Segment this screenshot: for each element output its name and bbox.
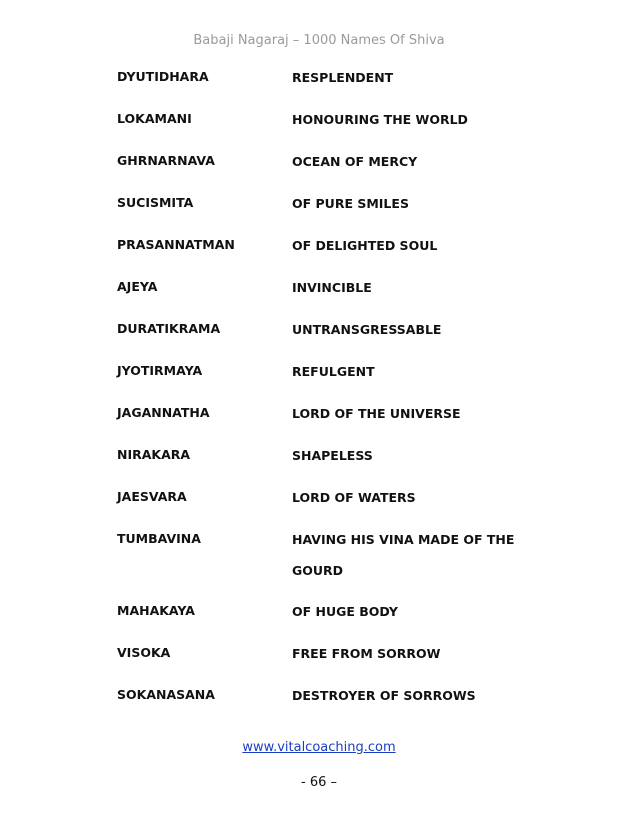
name-meaning: RESPLENDENT <box>292 70 394 85</box>
name-meaning: DESTROYER OF SORROWS <box>292 688 476 703</box>
name-meaning: OF DELIGHTED SOUL <box>292 238 438 253</box>
shiva-name: GHRNARNAVA <box>117 153 215 168</box>
shiva-name: LOKAMANI <box>117 111 192 126</box>
name-meaning: HAVING HIS VINA MADE OF THE GOURD <box>292 532 515 578</box>
list-item <box>117 403 547 445</box>
list-item <box>117 487 547 529</box>
name-meaning: REFULGENT <box>292 364 375 379</box>
shiva-name: SOKANASANA <box>117 687 215 702</box>
shiva-name: PRASANNATMAN <box>117 237 235 252</box>
name-meaning: OF HUGE BODY <box>292 604 398 619</box>
names-list <box>117 67 547 727</box>
name-meaning: INVINCIBLE <box>292 280 372 295</box>
name-meaning: SHAPELESS <box>292 448 373 463</box>
list-item <box>117 277 547 319</box>
shiva-name: TUMBAVINA <box>117 531 201 546</box>
list-item <box>117 685 547 727</box>
list-item <box>117 601 547 643</box>
list-item <box>117 67 547 109</box>
shiva-name: VISOKA <box>117 645 171 660</box>
name-meaning: LORD OF WATERS <box>292 490 416 505</box>
running-header: Babaji Nagaraj – 1000 Names Of Shiva <box>193 33 445 48</box>
shiva-name: MAHAKAYA <box>117 603 195 618</box>
shiva-name: DYUTIDHARA <box>117 69 209 84</box>
name-meaning: OCEAN OF MERCY <box>292 154 418 169</box>
list-item <box>117 643 547 685</box>
list-item <box>117 109 547 151</box>
list-item <box>117 193 547 235</box>
shiva-name: JAGANNATHA <box>117 405 210 420</box>
shiva-name: NIRAKARA <box>117 447 191 462</box>
page-number: - 66 – <box>301 775 337 790</box>
website-link[interactable]: www.vitalcoaching.com <box>242 740 396 755</box>
name-meaning: UNTRANSGRESSABLE <box>292 322 442 337</box>
list-item <box>117 319 547 361</box>
shiva-name: JYOTIRMAYA <box>117 363 203 378</box>
list-item <box>117 361 547 403</box>
list-item <box>117 235 547 277</box>
shiva-name: JAESVARA <box>117 489 187 504</box>
name-meaning: LORD OF THE UNIVERSE <box>292 406 461 421</box>
name-meaning: OF PURE SMILES <box>292 196 409 211</box>
shiva-name: AJEYA <box>117 279 158 294</box>
list-item <box>117 151 547 193</box>
name-meaning: FREE FROM SORROW <box>292 646 441 661</box>
shiva-name: SUCISMITA <box>117 195 194 210</box>
list-item <box>117 529 547 601</box>
name-meaning: HONOURING THE WORLD <box>292 112 468 127</box>
list-item <box>117 445 547 487</box>
shiva-name: DURATIKRAMA <box>117 321 221 336</box>
